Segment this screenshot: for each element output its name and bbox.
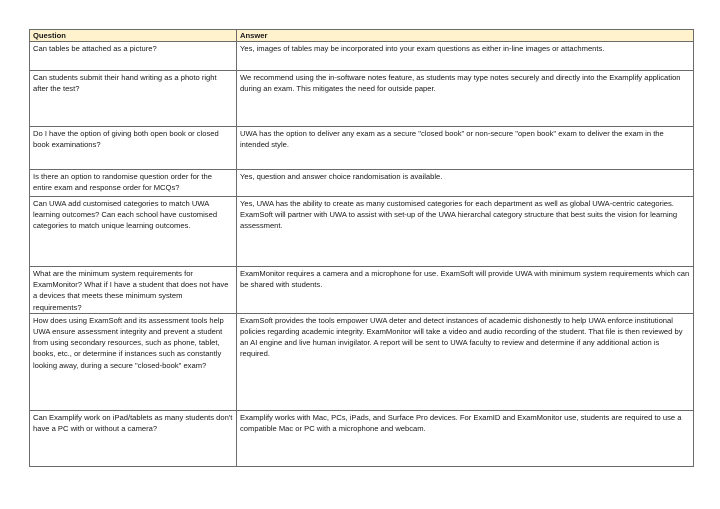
answer-cell: Yes, images of tables may be incorporated into your exam questions as either in-line images or attachments.: [237, 42, 694, 71]
answer-cell: UWA has the option to deliver any exam as a secure "closed book" or non-secure "open book" exam to deliver the exam in the intended style.: [237, 127, 694, 170]
table-row: [30, 410, 694, 466]
answer-cell: ExamMonitor requires a camera and a microphone for use. ExamSoft will provide UWA with minimum system requirements which can be shared with students.: [237, 267, 694, 314]
table-row: [30, 127, 694, 170]
question-cell: Is there an option to randomise question order for the entire exam and response order for MCQs?: [30, 170, 237, 197]
question-cell: How does using ExamSoft and its assessment tools help UWA ensure assessment integrity and prevent a student from using secondary resources, such as phone, tablet, books, etc., or determine if instances such as constantly looking away, during a secure "closed-book" exam?: [30, 313, 237, 410]
answer-cell: Yes, UWA has the ability to create as many customised categories for each department as well as global UWA-centric categories. ExamSoft will partner with UWA to assist with set-up of the UWA hierarchal category structure that best suits the vision for learning assessment.: [237, 197, 694, 267]
answer-cell: Examplify works with Mac, PCs, iPads, and Surface Pro devices. For ExamID and ExamMonitor use, students are required to use a compatible Mac or PC with a microphone and webcam.: [237, 410, 694, 466]
answer-cell: ExamSoft provides the tools empower UWA deter and detect instances of academic dishonestly to help UWA enforce institutional policies regarding academic integrity. ExamMonitor will take a video and audio recording of the student. That file is then reviewed by an AI engine and live human invigilator. A report will be sent to UWA faculty to review and determine if any additional action is required.: [237, 313, 694, 410]
question-cell: Can students submit their hand writing as a photo right after the test?: [30, 71, 237, 127]
table-row: [30, 267, 694, 314]
question-cell: What are the minimum system requirements for ExamMonitor? What if I have a student that does not have a devices that meets these minimum system requirements?: [30, 267, 237, 314]
answer-cell: Yes, question and answer choice randomisation is available.: [237, 170, 694, 197]
faq-table: [29, 29, 694, 467]
table-row: [30, 170, 694, 197]
question-cell: Do I have the option of giving both open book or closed book examinations?: [30, 127, 237, 170]
table-header-row: [30, 30, 694, 42]
table-row: [30, 197, 694, 267]
table-row: [30, 313, 694, 410]
question-column-header: Question: [30, 30, 237, 42]
question-cell: Can Examplify work on iPad/tablets as many students don't have a PC with or without a camera?: [30, 410, 237, 466]
table-row: [30, 71, 694, 127]
answer-cell: We recommend using the in-software notes feature, as students may type notes securely and directly into the Examplify application during an exam. This mitigates the need for outside paper.: [237, 71, 694, 127]
table-row: [30, 42, 694, 71]
question-cell: Can tables be attached as a picture?: [30, 42, 237, 71]
answer-column-header: Answer: [237, 30, 694, 42]
question-cell: Can UWA add customised categories to match UWA learning outcomes? Can each school have customised categories to match unique learning outcomes.: [30, 197, 237, 267]
